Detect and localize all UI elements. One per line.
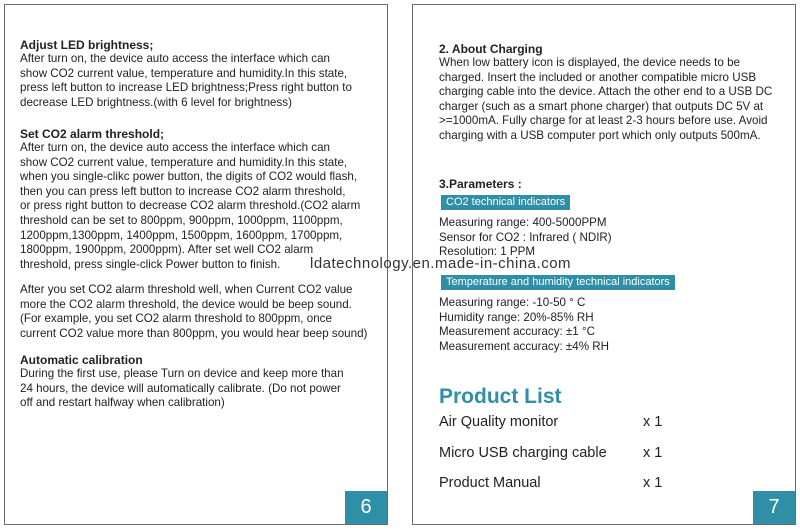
charging-text: When low battery icon is displayed, the device needs to be charged. Insert the included or another compatible micro USB charging cable into the device. Attach the other end to a USB DC charger (such as a smart phone charger) that outputs DC 5V at >=1000mA. Fully charge for at least 2-3 hours before use. Avoid charging with a USB computer port which only outputs 500mA. — [439, 56, 773, 142]
product-list-title: Product List — [439, 385, 562, 408]
product-item-qty: x 1 — [643, 475, 663, 491]
product-item-name: Micro USB charging cable — [439, 445, 607, 461]
product-item-qty: x 1 — [643, 445, 663, 461]
calibration-heading: Automatic calibration — [20, 353, 143, 367]
led-brightness-heading: Adjust LED brightness; — [20, 38, 154, 52]
page-number-6: 6 — [345, 491, 387, 524]
co2-indicators-text: Measuring range: 400-5000PPM Sensor for CO2 : Infrared ( NDIR) Resolution: 1 PPM — [439, 216, 612, 259]
temp-humidity-text: Measuring range: -10-50 ° C Humidity range: 20%-85% RH Measurement accuracy: ±1 °C Measurement accuracy: ±4% RH — [439, 296, 610, 353]
page-number-7: 7 — [753, 491, 795, 524]
led-brightness-text: After turn on, the device auto access the interface which can show CO2 current value, temperature and humidity.In this state, press left button to increase LED brightness;Press right button to decrease LED brightness.(with 6 level for brightness) — [20, 52, 352, 109]
alarm-example-text: After you set CO2 alarm threshold well, when Current CO2 value more the CO2 alarm threshold, the device would be beep sound. (For example, you set CO2 alarm threshold to 800ppm, once current CO2 value more than 800ppm, you would hear beep sound) — [20, 283, 368, 340]
co2-alarm-text: After turn on, the device auto access the interface which can show CO2 current value, temperature and humidity.In this state, when you single-clikc power button, the digits of CO2 would flash, then you can press left button to increase CO2 alarm threshold, or press right button to decrease CO2 alarm threshold.(CO2 alarm threshold can be set to 800ppm, 900ppm, 1000ppm, 1100ppm, 1200ppm,1300ppm, 1400ppm, 1500ppm, 1600ppm, 1700ppm, 1800ppm, 1900ppm, 2000ppm). After set well CO2 alarm threshold, press single-click Power button to finish. — [20, 141, 361, 271]
product-item-name: Product Manual — [439, 475, 541, 491]
charging-heading: 2. About Charging — [439, 42, 543, 56]
parameters-heading: 3.Parameters : — [439, 177, 522, 191]
watermark-text: ldatechnology.en.made-in-china.com — [310, 255, 572, 272]
co2-alarm-heading: Set CO2 alarm threshold; — [20, 127, 165, 141]
calibration-text: During the first use, please Turn on device and keep more than 24 hours, the device will automatically calibrate. (Do not power off and restart halfway when calibration) — [20, 367, 344, 410]
product-item-name: Air Quality monitor — [439, 414, 559, 430]
co2-indicators-label: CO2 technical indicators — [441, 195, 570, 210]
temp-humidity-label: Temperature and humidity technical indicators — [441, 275, 675, 290]
product-item-qty: x 1 — [643, 414, 663, 430]
